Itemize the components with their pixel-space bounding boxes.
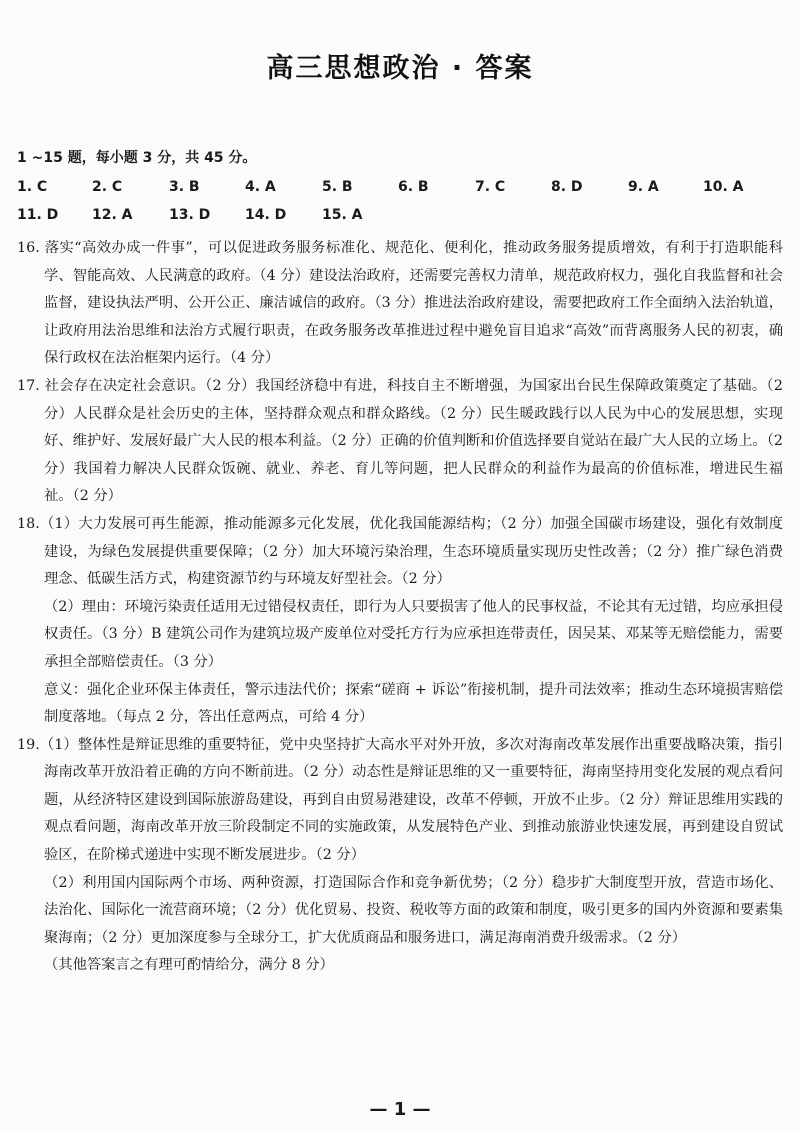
answer-q17: 17. 社会存在决定社会意识。（2 分）我国经济稳中有进，科技自主不断增强，为国家出台民生保障政策奠定了基础。（2 分）人民群众是社会历史的主体，坚持群众观点和群众路线。（2 分）民生暖政践行以人民为中心的发展思想，实现好、维护好、发展好最广大人民的根本利益。（2 分）正确的价值判断和价值选择要自觉站在最广大人民的立场上。（2 分）我国着力解决人民群众饭碗、就业、养老、育儿等问题，把人民群众的利益作为最高的价值标准，增进民生福祉。（2 分）	[17, 377, 783, 505]
answer-q18-part2: （2）理由：环境污染责任适用无过错侵权责任，即行为人只要损害了他人的民事权益，不论其有无过错，均应承担侵权责任。（3 分）B 建筑公司作为建筑垃圾产废单位对受托方行为应承担连带责任，因吴某、邓某等无赔偿能力，需要承担全部赔偿责任。（3 分）	[44, 598, 783, 670]
mc-answer: 13. D	[169, 207, 211, 223]
mc-answer: 12. A	[92, 207, 133, 223]
mc-instructions: 1 ~15 题，每小题 3 分，共 45 分。	[17, 150, 257, 166]
answer-q18-significance: 意义：强化企业环保主体责任，警示违法代价；探索“磋商 + 诉讼”衔接机制，提升司法效率；推动生态环境损害赔偿制度落地。（每点 2 分，答出任意两点，可给 4 分）	[44, 681, 783, 726]
mc-answer: 10. A	[703, 179, 744, 195]
mc-answer: 2. C	[92, 179, 123, 195]
answer-q19-note: （其他答案言之有理可酌情给分，满分 8 分）	[44, 957, 334, 974]
answer-q16: 16. 落实“高效办成一件事”，可以促进政务服务标准化、规范化、便利化，推动政务服务提质增效，有利于打造职能科学、智能高效、人民满意的政府。（4 分）建设法治政府，还需要完善权力清单，规范政府权力，强化自我监督和社会监督，建设执法严明、公开公正、廉洁诚信的政府。（3 分）推进法治政府建设，需要把政府工作全面纳入法治轨道，让政府用法治思维和法治方式履行职责，在政务服务改革推进过程中避免盲目追求“高效”而背离服务人民的初衷，确保行政权在法治框架内运行。（4 分）	[17, 240, 783, 367]
mc-answer: 4. A	[245, 179, 276, 195]
mc-answer: 11. D	[17, 207, 59, 223]
mc-answer: 7. C	[475, 179, 506, 195]
mc-answer: 5. B	[322, 179, 353, 195]
mc-answer: 14. D	[245, 207, 287, 223]
mc-answer: 9. A	[628, 179, 659, 195]
answer-body	[17, 235, 783, 980]
mc-answer: 8. D	[551, 179, 583, 195]
answer-q19-part1: 19.（1）整体性是辩证思维的重要特征，党中央坚持扩大高水平对外开放，多次对海南改革发展作出重要战略决策，指引海南改革开放沿着正确的方向不断前进。（2 分）动态性是辩证思维的又一重要特征，海南坚持用变化发展的观点看问题，从经济特区建设到国际旅游岛建设，再到自由贸易港建设，改革不停顿，开放不止步。（2 分）辩证思维用实践的观点看问题，海南改革开放三阶段制定不同的实施政策，从发展特色产业、到推动旅游业快速发展，再到建设自贸试验区，在阶梯式递进中实现不断发展进步。（2 分）	[17, 736, 783, 864]
mc-answer: 6. B	[398, 179, 429, 195]
mc-answer: 15. A	[322, 207, 363, 223]
mc-answer: 3. B	[169, 179, 200, 195]
page-title: 高三思想政治 · 答案	[266, 53, 534, 84]
answer-q19-part2: （2）利用国内国际两个市场、两种资源，打造国际合作和竞争新优势；（2 分）稳步扩大制度型开放，营造市场化、法治化、国际化一流营商环境；（2 分）优化贸易、投资、税收等方面的政策和制度，吸引更多的国内外资源和要素集聚海南；（2 分）更加深度参与全球分工，扩大优质商品和服务进口，满足海南消费升级需求。（2 分）	[44, 874, 783, 946]
mc-answer: 1. C	[17, 179, 48, 195]
page-number: — 1 —	[369, 1099, 431, 1120]
answer-q18-part1: 18.（1）大力发展可再生能源，推动能源多元化发展，优化我国能源结构；（2 分）加强全国碳市场建设，强化有效制度建设，为绿色发展提供重要保障；（2 分）加大环境污染治理，生态环境质量实现历史性改善；（2 分）推广绿色消费理念、低碳生活方式，构建资源节约与环境友好型社会。（2 分）	[17, 515, 783, 588]
